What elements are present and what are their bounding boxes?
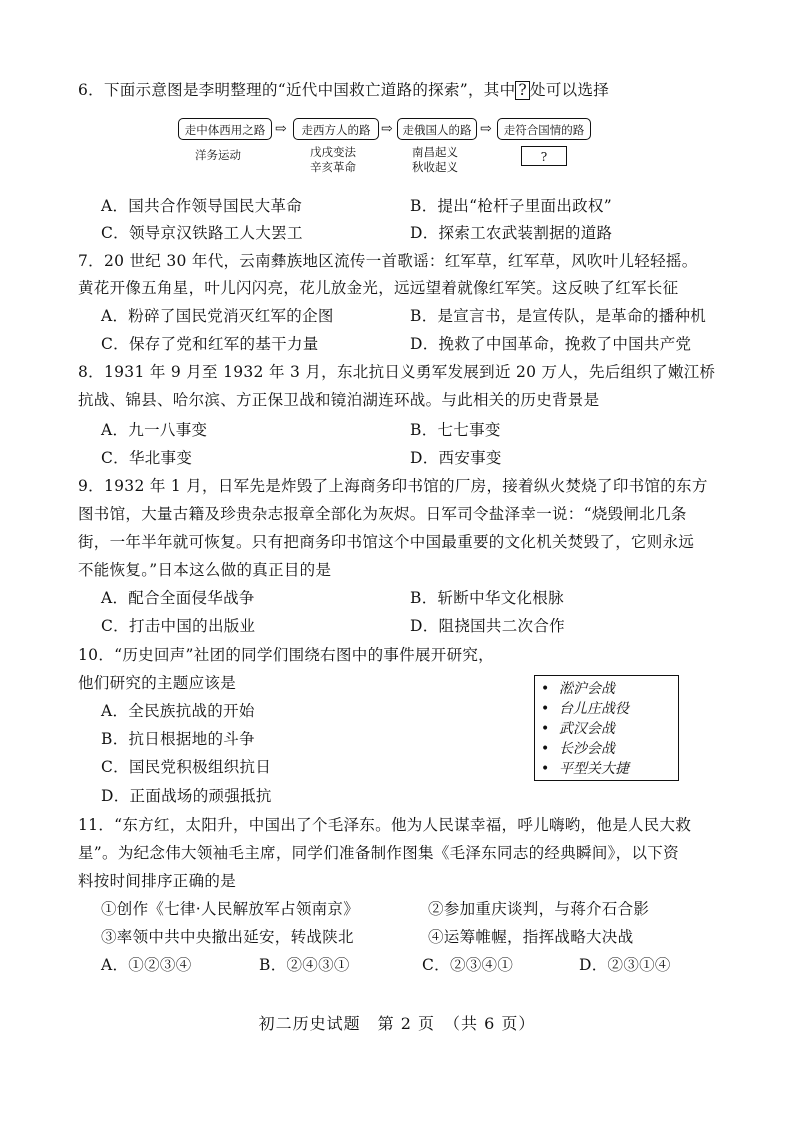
q8-option-c: C．华北事变 — [101, 449, 193, 467]
flow-step-2: 走西方人的路 — [293, 118, 379, 140]
event-item — [541, 759, 678, 779]
flow-step-4: 走符合国情的路 — [497, 118, 591, 140]
flow-note-2b: 辛亥革命 — [310, 160, 356, 174]
q11-option-b: B．②④③① — [259, 956, 350, 974]
bullet-icon: • — [541, 721, 550, 737]
q11-option-a: A．①②③④ — [101, 956, 192, 974]
q9-option-c: C．打击中国的出版业 — [101, 617, 256, 635]
q6-stem-before: 6．下面示意图是李明整理的“近代中国救亡道路的探索”，其中 — [78, 81, 516, 99]
event-item — [541, 739, 678, 759]
q10-stem-line-2: 他们研究的主题应该是 — [78, 674, 237, 692]
q10-stem-line-1: 10．“历史回声”社团的同学们围绕右图中的事件展开研究， — [78, 646, 494, 664]
flow-step-3: 走俄国人的路 — [397, 118, 477, 140]
flow-note-1a: 洋务运动 — [195, 148, 241, 162]
q10-option-c: C．国民党积极组织抗日 — [101, 758, 272, 776]
q8-stem-line-1: 8．1931 年 9 月至 1932 年 3 月，东北抗日义勇军发展到近 20 万人，先后组织了嫩江桥 — [78, 363, 716, 381]
q8-option-d: D．西安事变 — [410, 449, 502, 467]
q8-option-a: A．九一八事变 — [101, 421, 208, 439]
flow-arrow-icon: ⇨ — [275, 121, 287, 137]
q7-stem-line-1: 7．20 世纪 30 年代，云南彝族地区流传一首歌谣：红军草，红军草，风吹叶儿轻轻摇。 — [78, 252, 698, 270]
q11-option-d: D．②③①④ — [579, 956, 671, 974]
q6-question-mark: ? — [515, 81, 530, 100]
flow-step-1: 走中体西用之路 — [178, 118, 272, 140]
q7-option-a: A．粉碎了国民党消灭红军的企图 — [101, 307, 334, 325]
q11-item-2: ②参加重庆谈判，与蒋介石合影 — [428, 900, 650, 918]
q7-option-b: B．是宣言书，是宣传队，是革命的播种机 — [410, 307, 707, 325]
q10-events-box — [534, 675, 679, 781]
q7-option-c: C．保存了党和红军的基干力量 — [101, 335, 319, 353]
q6-option-d: D．探索工农武装割据的道路 — [410, 224, 613, 242]
bullet-icon: • — [541, 701, 550, 717]
page-footer: 初二历史试题 第 2 页 （共 6 页） — [258, 1014, 536, 1033]
event-item — [541, 719, 678, 739]
flow-note-3a: 南昌起义 — [412, 145, 458, 159]
flow-note-2a: 戊戌变法 — [310, 145, 356, 159]
flow-note-4-question-box: ? — [521, 146, 567, 166]
bullet-icon: • — [541, 741, 550, 757]
q11-stem-line-2: 星”。为纪念伟大领袖毛主席，同学们准备制作图集《毛泽东同志的经典瞬间》，以下资 — [78, 844, 679, 862]
q8-option-b: B．七七事变 — [410, 421, 501, 439]
event-label: 长沙会战 — [559, 741, 615, 757]
q10-option-b: B．抗日根据地的斗争 — [101, 730, 255, 748]
event-label: 武汉会战 — [559, 721, 615, 737]
q6-option-c: C．领导京汉铁路工人大罢工 — [101, 224, 303, 242]
q9-stem-line-2: 图书馆，大量古籍及珍贵杂志报章全部化为灰烬。日军司令盐泽幸一说：“烧毁闸北几条 — [78, 505, 687, 523]
q6-option-b: B．提出“枪杆子里面出政权” — [410, 197, 612, 215]
event-item — [541, 679, 678, 699]
q9-stem-line-4: 不能恢复。”日本这么做的真正目的是 — [78, 561, 332, 579]
flow-note-3b: 秋收起义 — [412, 160, 458, 174]
q10-option-a: A．全民族抗战的开始 — [101, 702, 255, 720]
q6-option-a: A．国共合作领导国民大革命 — [101, 197, 303, 215]
event-label: 淞沪会战 — [559, 681, 615, 697]
q11-item-3: ③率领中共中央撤出延安，转战陕北 — [101, 928, 354, 946]
q8-stem-line-2: 抗战、锦县、哈尔滨、方正保卫战和镜泊湖连环战。与此相关的历史背景是 — [78, 391, 600, 409]
bullet-icon: • — [541, 681, 550, 697]
q11-option-c: C．②③④① — [422, 956, 514, 974]
flow-arrow-icon: ⇨ — [381, 121, 393, 137]
flow-arrow-icon: ⇨ — [480, 121, 492, 137]
bullet-icon: • — [541, 761, 550, 777]
q11-stem-line-3: 料按时间排序正确的是 — [78, 872, 237, 890]
event-item — [541, 699, 678, 719]
q9-option-a: A．配合全面侵华战争 — [101, 589, 255, 607]
q7-option-d: D．挽救了中国革命，挽救了中国共产党 — [410, 335, 692, 353]
q11-stem-line-1: 11．“东方红，太阳升，中国出了个毛泽东。他为人民谋幸福，呼儿嗨哟，他是人民大救 — [78, 816, 692, 834]
q7-stem-line-2: 黄花开像五角星，叶儿闪闪亮，花儿放金光，远远望着就像红军笑。这反映了红军长征 — [78, 279, 679, 297]
q9-stem-line-3: 街，一年半年就可恢复。只有把商务印书馆这个中国最重要的文化机关焚毁了，它则永远 — [78, 533, 695, 551]
q10-option-d: D．正面战场的顽强抵抗 — [101, 787, 272, 805]
q6-stem-after: 处可以选择 — [530, 81, 610, 99]
q9-option-b: B．斩断中华文化根脉 — [410, 589, 564, 607]
q9-stem-line-1: 9．1932 年 1 月，日军先是炸毁了上海商务印书馆的厂房，接着纵火焚烧了印书馆的东方 — [78, 477, 708, 495]
q9-option-d: D．阻挠国共二次合作 — [410, 617, 565, 635]
event-label: 台儿庄战役 — [559, 701, 629, 717]
event-label: 平型关大捷 — [559, 761, 629, 777]
q11-item-1: ①创作《七律·人民解放军占领南京》 — [101, 900, 360, 918]
q11-item-4: ④运筹帷幄，指挥战略大决战 — [428, 928, 634, 946]
q6-stem — [78, 80, 609, 100]
